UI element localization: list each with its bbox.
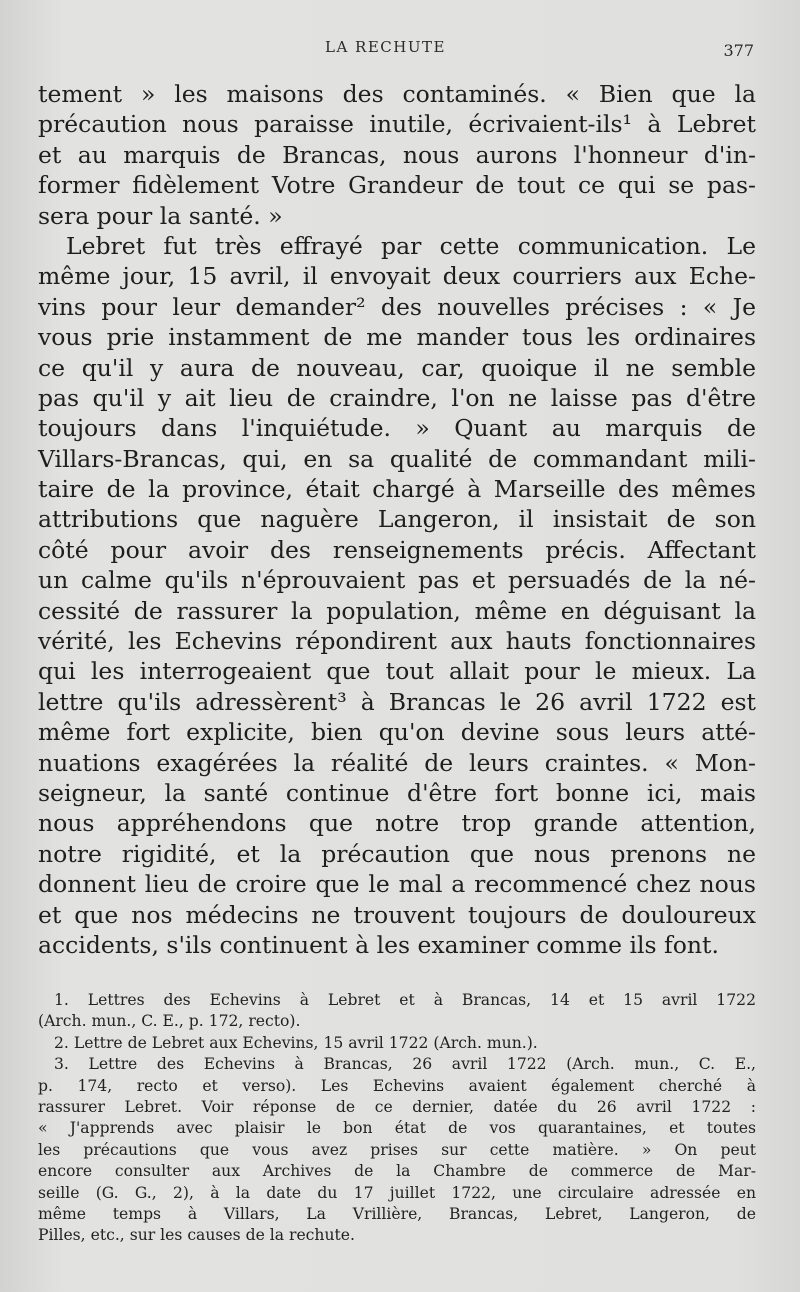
body-line: vous prie instamment de me mander tous les ordinaires [38,323,756,352]
footnote-line: 1. Lettres des Echevins à Lebret et à Brancas, 14 et 15 avril 1722 [54,991,756,1009]
body-line: accidents, s'ils continuent à les examiner comme ils font. [38,930,719,959]
body-line: qui les interrogeaient que tout allait pour le mieux. La [38,657,756,686]
body-line: même jour, 15 avril, il envoyait deux courriers aux Eche- [38,262,756,291]
body-line: côté pour avoir des renseignements précis. Affectant [38,535,756,564]
body-line: lettre qu'ils adressèrent³ à Brancas le 26 avril 1722 est [38,687,756,716]
body-line: attributions que naguère Langeron, il insistait de son [38,505,756,534]
body-line: taire de la province, était chargé à Marseille des mêmes [38,475,756,504]
footnote-line: « J'apprends avec plaisir le bon état de vos quarantaines, et toutes [38,1119,756,1138]
body-line: notre rigidité, et la précaution que nous prenons ne [38,839,756,868]
footnote-line: seille (G. G., 2), à la date du 17 juillet 1722, une circulaire adressée en [38,1183,756,1202]
footnote-line: les précautions que vous avez prises sur cette matière. » On peut [38,1140,756,1159]
body-line: toujours dans l'inquiétude. » Quant au marquis de [38,414,756,443]
footnote-line: p. 174, recto et verso). Les Echevins avaient également cherché à [38,1076,756,1095]
body-line: donnent lieu de croire que le mal a recommencé chez nous [38,870,756,899]
body-line: seigneur, la santé continue d'être fort bonne ici, mais [38,778,756,807]
body-text [38,79,756,960]
footnote-line: (Arch. mun., C. E., p. 172, recto). [38,1012,301,1031]
body-line: et au marquis de Brancas, nous aurons l'honneur d'in- [38,140,756,169]
footnote-line: 3. Lettre des Echevins à Brancas, 26 avril 1722 (Arch. mun., C. E., [54,1055,756,1074]
body-line: précaution nous paraisse inutile, écrivaient-ils¹ à Lebret [38,110,756,139]
body-line: vérité, les Echevins répondirent aux hauts fonctionnaires [38,627,756,656]
body-line: nuations exagérées la réalité de leurs craintes. « Mon- [38,748,756,777]
footnote-line: même temps à Villars, La Vrillière, Brancas, Lebret, Langeron, de [38,1204,756,1223]
footnote-line: Pilles, etc., sur les causes de la rechute. [38,1226,355,1245]
body-line: sera pour la santé. » [38,201,283,230]
footnote-line: 2. Lettre de Lebret aux Echevins, 15 avril 1722 (Arch. mun.). [54,1033,538,1052]
page-number: 377 [723,41,754,60]
body-line: Lebret fut très effrayé par cette communication. Le [66,231,756,260]
body-line: cessité de rassurer la population, même en déguisant la [38,596,756,625]
page-header [0,38,800,60]
body-line: Villars-Brancas, qui, en sa qualité de commandant mili- [38,444,756,473]
body-line: nous appréhendons que notre trop grande attention, [38,809,756,838]
body-line: un calme qu'ils n'éprouvaient pas et persuadés de la né- [38,566,756,595]
body-line: pas qu'il y ait lieu de craindre, l'on ne laisse pas d'être [38,383,756,412]
body-line: tement » les maisons des contaminés. « Bien que la [38,80,756,108]
footnotes [38,990,756,1247]
footnote-line: rassurer Lebret. Voir réponse de ce dernier, datée du 26 avril 1722 : [38,1097,756,1116]
footnote-line: encore consulter aux Archives de la Chambre de commerce de Mar- [38,1162,756,1181]
body-line: même fort explicite, bien qu'on devine sous leurs atté- [38,718,756,747]
body-line: et que nos médecins ne trouvent toujours de douloureux [38,900,756,929]
running-title: LA RECHUTE [325,38,446,56]
body-line: former fidèlement Votre Grandeur de tout ce qui se pas- [38,171,756,200]
body-line: vins pour leur demander² des nouvelles précises : « Je [38,292,756,321]
body-line: ce qu'il y aura de nouveau, car, quoique il ne semble [38,353,756,382]
